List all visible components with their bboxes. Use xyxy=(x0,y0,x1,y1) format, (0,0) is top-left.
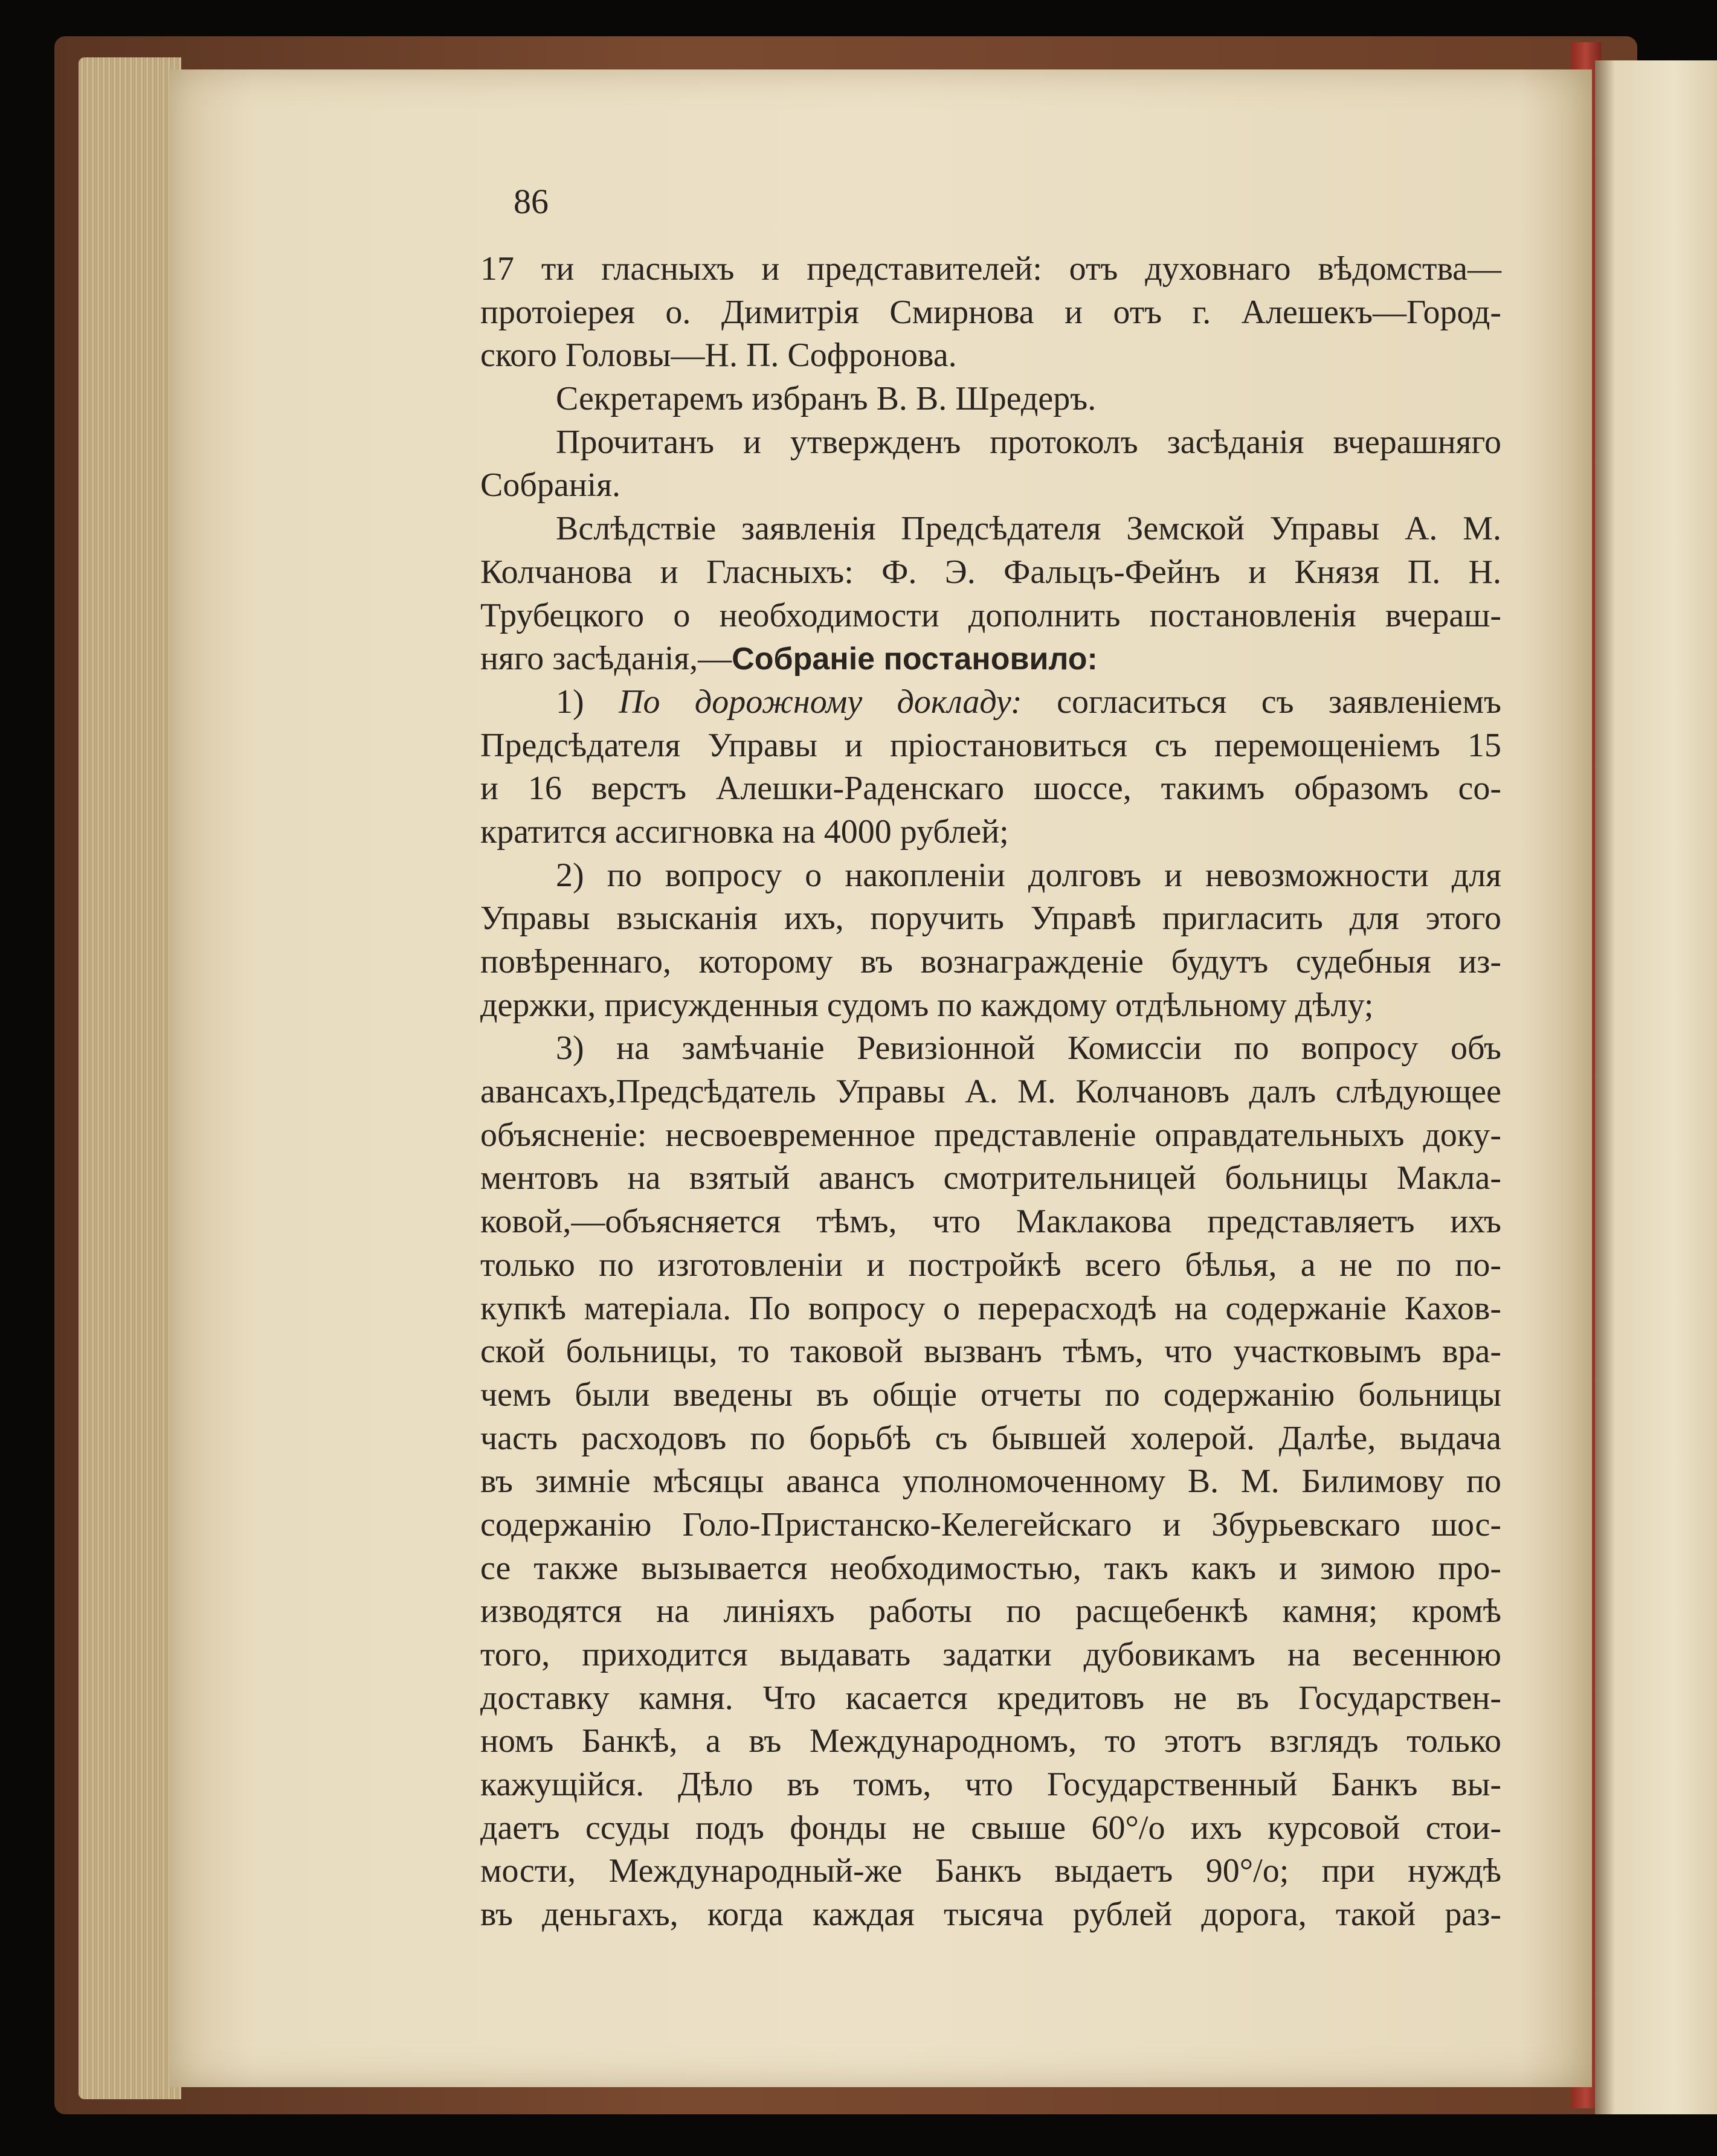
text-line-content: ментовъ на взятый авансъ смотрительницей больницы Макла- xyxy=(480,1159,1501,1197)
text-line-content: мости, Международный-же Банкъ выдаетъ 90°/о; при нуждѣ xyxy=(480,1852,1501,1890)
text-line xyxy=(480,767,1501,811)
text-line xyxy=(480,551,1501,594)
text-line xyxy=(480,1157,1501,1200)
italic-phrase: По дорожному докладу: xyxy=(619,683,1022,721)
text-line-content: купкѣ матеріала. По вопросу о перерасходѣ на содержаніе Кахов- xyxy=(480,1289,1501,1327)
text-line xyxy=(480,248,1501,291)
text-line xyxy=(480,984,1501,1028)
facing-page-edge xyxy=(1595,60,1717,2114)
text-line xyxy=(480,594,1501,638)
text-line-content: 2) по вопросу о накопленіи долговъ и невозможности для xyxy=(556,856,1501,894)
text-line-content: ского Головы—Н. П. Софронова. xyxy=(480,336,957,375)
text-line-content: только по изготовленіи и постройкѣ всего бѣлья, а не по по- xyxy=(480,1246,1501,1284)
text-line xyxy=(480,1547,1501,1591)
text-line-content: Колчанова и Гласныхъ: Ф. Э. Фальцъ-Фейнъ и Князя П. Н. xyxy=(480,553,1501,591)
text-line-content: авансахъ,Предсѣдатель Управы А. М. Колчановъ далъ слѣдующее xyxy=(480,1073,1501,1111)
text-line xyxy=(480,378,1501,421)
text-line xyxy=(480,1244,1501,1287)
text-line-content: чемъ были введены въ общіе отчеты по содержанію больницы xyxy=(480,1376,1501,1414)
text-line-content: протоіерея о. Димитрія Смирнова и отъ г. Алешекъ—Город- xyxy=(480,293,1501,331)
text-line xyxy=(480,1070,1501,1114)
text-line-content: Собранія. xyxy=(480,466,620,504)
text-line-content: няго засѣданія,— xyxy=(480,640,732,678)
text-line-content: повѣреннаго, которому въ вознагражденіе будутъ судебныя из- xyxy=(480,943,1501,980)
page-edges xyxy=(79,57,181,2099)
text-line xyxy=(480,681,1501,724)
bold-phrase: Собраніе постановило: xyxy=(732,642,1098,677)
text-line-content: изводятся на линіяхъ работы по расщебенкѣ камня; кромѣ xyxy=(480,1592,1501,1630)
text-line-content: Управы взысканія ихъ, поручить Управѣ пригласить для этого xyxy=(480,899,1501,938)
text-line xyxy=(480,854,1501,898)
text-line-content: часть расходовъ по борьбѣ съ бывшей холерой. Далѣе, выдача xyxy=(480,1419,1501,1457)
text-line-content: даетъ ссуды подъ фонды не свыше 60°/о ихъ курсовой стои- xyxy=(480,1809,1501,1847)
text-line xyxy=(480,1027,1501,1070)
text-line xyxy=(480,1763,1501,1807)
text-line xyxy=(480,897,1501,941)
text-line xyxy=(480,507,1501,551)
text-line xyxy=(480,1807,1501,1850)
text-line xyxy=(480,1374,1501,1417)
text-line-content: и 16 верстъ Алешки-Раденскаго шоссе, такимъ образомъ со- xyxy=(480,770,1501,808)
text-line xyxy=(480,1590,1501,1633)
text-line-content: Секретаремъ избранъ В. В. Шредеръ. xyxy=(556,380,1097,418)
text-line xyxy=(480,941,1501,984)
text-line xyxy=(480,1677,1501,1720)
text-line-content: доставку камня. Что касается кредитовъ не въ Государствен- xyxy=(480,1679,1501,1717)
text-line xyxy=(480,1850,1501,1893)
text-line xyxy=(480,1504,1501,1547)
text-line-content: Предсѣдателя Управы и пріостановиться съ перемощеніемъ 15 xyxy=(480,726,1501,764)
text-line-content: въ зимніе мѣсяцы аванса уполномоченному В. М. Билимову по xyxy=(480,1463,1501,1501)
text-line-content: Вслѣдствіе заявленія Предсѣдателя Земской Управы А. М. xyxy=(556,510,1501,548)
text-line xyxy=(480,1720,1501,1763)
text-line-content: 17 ти гласныхъ и представителей: отъ духовнаго вѣдомства— xyxy=(480,250,1501,288)
text-line-content: того, приходится выдавать задатки дубовикамъ на весеннюю xyxy=(480,1636,1501,1673)
text-line-content: се также вызывается необходимостью, такъ какъ и зимою про- xyxy=(480,1549,1501,1587)
text-line xyxy=(480,724,1501,768)
text-line-content: ской больницы, то таковой вызванъ тѣмъ, что участковымъ вра- xyxy=(480,1333,1501,1371)
text-line-content: 3) на замѣчаніе Ревизіонной Комиссіи по вопросу объ xyxy=(556,1029,1501,1067)
text-line-content: объясненіе: несвоевременное представленіе оправдательныхъ доку- xyxy=(480,1116,1501,1154)
page-number: 86 xyxy=(514,182,549,221)
text-line xyxy=(480,291,1501,335)
text-line xyxy=(480,637,1501,681)
text-line xyxy=(480,1460,1501,1504)
text-line xyxy=(480,1114,1501,1157)
text-line xyxy=(480,464,1501,507)
text-line-content: кратится ассигновка на 4000 рублей; xyxy=(480,813,1009,851)
text-line-content: содержанію Голо-Пристанско-Келегейскаго и Збурьевскаго шос- xyxy=(480,1505,1501,1543)
text-line xyxy=(480,1330,1501,1374)
text-line-content: кажущійся. Дѣло въ томъ, что Государственный Банкъ вы- xyxy=(480,1766,1501,1804)
text-line-content: держки, присужденныя судомъ по каждому отдѣльному дѣлу; xyxy=(480,986,1374,1024)
text-line xyxy=(480,334,1501,378)
text-line xyxy=(480,421,1501,465)
text-line-content: ковой,—объясняется тѣмъ, что Маклакова представляетъ ихъ xyxy=(480,1203,1501,1241)
text-line-rest: согласиться съ заявленіемъ xyxy=(1022,683,1501,721)
text-line-content: номъ Банкѣ, а въ Международномъ, то этотъ взглядъ только xyxy=(480,1722,1501,1760)
text-line xyxy=(480,1417,1501,1461)
text-line xyxy=(480,811,1501,854)
body-text xyxy=(480,248,1501,1937)
text-line xyxy=(480,1200,1501,1244)
text-line xyxy=(480,1633,1501,1677)
text-line-content: Прочитанъ и утвержденъ протоколъ засѣданія вчерашняго xyxy=(556,423,1501,461)
text-line xyxy=(480,1287,1501,1331)
text-line-content: въ деньгахъ, когда каждая тысяча рублей дорога, такой раз- xyxy=(480,1896,1501,1934)
text-line-content: Трубецкого о необходимости дополнить постановленія вчераш- xyxy=(480,596,1501,634)
text-line xyxy=(480,1893,1501,1937)
text-line-content: 1) xyxy=(556,683,619,721)
